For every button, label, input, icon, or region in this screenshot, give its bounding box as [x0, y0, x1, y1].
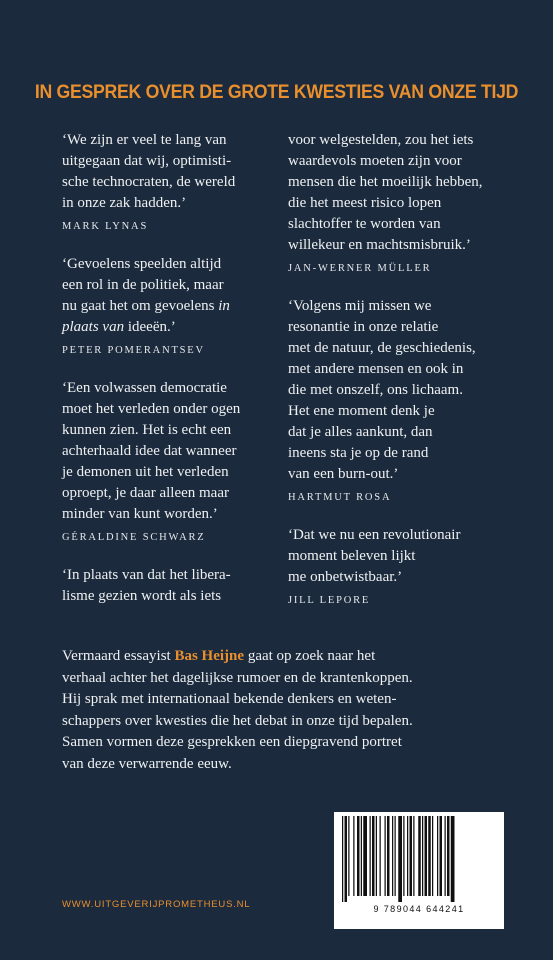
quote-line: minder van kunt worden.’ — [62, 506, 218, 522]
quote-line: ‘Volgens mij missen we — [288, 298, 432, 314]
publisher-website[interactable]: WWW.UITGEVERIJPROMETHEUS.NL — [62, 899, 251, 910]
quote-line: moet het verleden onder ogen — [62, 401, 241, 417]
barcode-bar — [372, 816, 375, 896]
description-text: Hij sprak met internationaal bekende denkers en weten- — [62, 691, 397, 707]
quote-author: GÉRALDINE SCHWARZ — [62, 532, 206, 543]
quote-italic: plaats van — [62, 319, 125, 335]
quote-block — [62, 378, 294, 545]
barcode-bar — [432, 816, 433, 896]
quote-block — [288, 525, 520, 608]
barcode-bar — [398, 816, 402, 902]
barcode-bar — [403, 816, 404, 896]
quote-text — [62, 378, 294, 525]
description-text: schappers over kwesties die het debat in onze tijd bepalen. — [62, 712, 413, 729]
quote-line: sche technocraten, de wereld — [62, 174, 236, 190]
quote-block — [62, 254, 294, 358]
quote-author: JAN-WERNER MÜLLER — [288, 263, 432, 274]
quote-line: met de natuur, de geschiedenis, — [288, 340, 476, 356]
barcode-bar — [380, 816, 381, 896]
isbn-number: 9 789044 644241 — [373, 904, 465, 914]
barcode-bar — [385, 816, 386, 896]
barcode-bar — [445, 816, 446, 896]
barcode-bar — [395, 816, 396, 896]
barcode-bar — [353, 816, 354, 896]
quote-author: PETER POMERANTSEV — [62, 345, 205, 356]
quote-line: ‘Dat we nu een revolutionair — [288, 527, 461, 543]
barcode-bar — [361, 816, 362, 896]
description-text: Samen vormen deze gesprekken een diepgravend portret — [62, 734, 402, 750]
quote-line: die het meest risico lopen — [288, 195, 442, 211]
book-description — [62, 646, 512, 775]
barcode-bar — [392, 816, 393, 896]
author-name: Bas Heijne — [174, 648, 245, 664]
barcode-bar — [440, 816, 443, 896]
quote-line: dat je alles aankunt, dan — [288, 424, 433, 440]
quote-text — [62, 130, 294, 214]
barcode-bar — [345, 816, 348, 902]
quote-line: in onze zak hadden.’ — [62, 195, 187, 211]
quote-line: je demonen uit het verleden — [62, 464, 229, 480]
quote-block — [62, 130, 294, 234]
description-text: Vermaard essayist — [62, 648, 175, 664]
barcode-icon — [342, 816, 496, 902]
quote-line: nu gaat het om gevoelens — [62, 298, 219, 314]
quotes-right-column — [288, 130, 520, 628]
quote-line: mensen die het moeilijk hebben, — [288, 174, 483, 190]
barcode-bar — [447, 816, 450, 896]
quote-line: ‘We zijn er veel te lang van — [62, 132, 227, 148]
barcode-bar — [422, 816, 423, 896]
quote-text — [62, 565, 294, 607]
quote-author: MARK LYNAS — [62, 221, 149, 232]
barcode-bar — [357, 816, 360, 896]
barcode-bar — [407, 816, 408, 896]
quote-line: lisme gezien wordt als iets — [62, 588, 222, 604]
description-text: van deze verwarrende eeuw. — [62, 755, 232, 772]
quote-line: met andere mensen en ook in — [288, 361, 464, 377]
barcode-bar — [428, 816, 431, 896]
barcode-bar — [342, 816, 343, 902]
headline: IN GESPREK OVER DE GROTE KWESTIES VAN ONZE TIJD — [34, 82, 519, 103]
barcode-bar — [413, 816, 414, 896]
barcode-bar — [370, 816, 371, 896]
quote-line: slachtoffer te worden van — [288, 216, 441, 232]
quote-line: moment beleven lijkt — [288, 548, 416, 564]
barcode-bar — [363, 816, 367, 896]
quote-line: ideeën.’ — [124, 319, 176, 335]
quote-line: ‘In plaats van dat het libera- — [62, 567, 231, 583]
barcode-bar — [437, 816, 438, 896]
quotes-left-column — [62, 130, 294, 627]
quote-line: willekeur en machtsmisbruik.’ — [288, 237, 471, 253]
quote-text — [288, 525, 520, 588]
barcode-bar — [387, 816, 390, 896]
quote-block — [288, 296, 520, 505]
quote-line: van een burn-out.’ — [288, 466, 399, 482]
quote-italic: in — [218, 298, 230, 314]
barcode-bar — [425, 816, 428, 896]
quote-line: oproept, je daar alleen maar — [62, 485, 229, 501]
quote-block — [288, 130, 520, 276]
quote-line: ‘Gevoelens speelden altijd — [62, 256, 222, 272]
quote-line: uitgegaan dat wij, optimisti- — [62, 153, 232, 169]
barcode-bar — [376, 816, 377, 896]
quote-author: HARTMUT ROSA — [288, 492, 392, 503]
quote-line: achterhaald idee dat wanneer — [62, 443, 237, 459]
description-text: verhaal achter het dagelijkse rumoer en de krantenkoppen. — [62, 669, 413, 686]
quote-line: kunnen zien. Het is echt een — [62, 422, 232, 438]
quote-line: resonantie in onze relatie — [288, 319, 439, 335]
barcode-bar — [348, 816, 349, 896]
quote-line: voor welgestelden, zou het iets — [288, 132, 474, 148]
quote-line: een rol in de politiek, maar — [62, 277, 224, 293]
quote-author: JILL LEPORE — [288, 595, 371, 606]
description-text: gaat op zoek naar het — [244, 648, 376, 664]
quote-text — [288, 130, 520, 256]
quote-line: ineens sta je op de rand — [288, 445, 429, 461]
quote-line: waardevols moeten zijn voor — [288, 153, 462, 169]
quote-line: die met onszelf, ons lichaam. — [288, 382, 463, 398]
barcode-bar — [451, 816, 455, 902]
barcode-bar — [418, 816, 421, 896]
quote-text — [62, 254, 294, 338]
quote-line: ‘Een volwassen democratie — [62, 380, 227, 396]
quote-text — [288, 296, 520, 485]
quote-line: me onbetwistbaar.’ — [288, 569, 403, 585]
quote-line: Het ene moment denk je — [288, 403, 435, 419]
isbn-barcode — [334, 812, 504, 929]
barcode-bar — [410, 816, 413, 896]
quote-block — [62, 565, 294, 607]
